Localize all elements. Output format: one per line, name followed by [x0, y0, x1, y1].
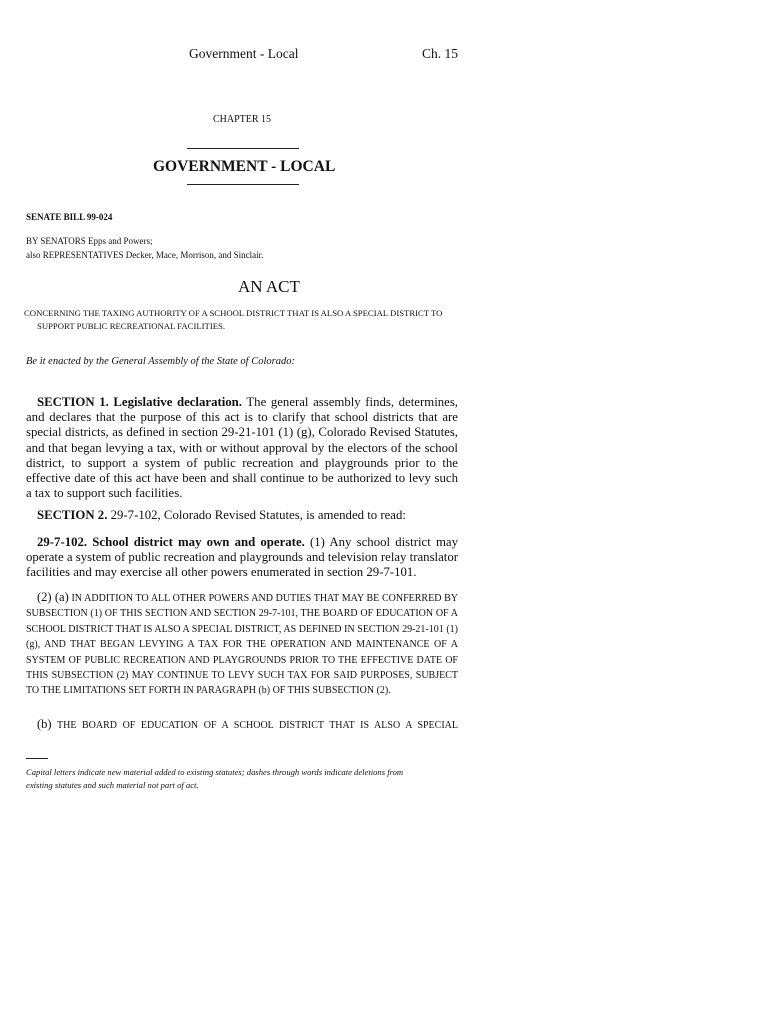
subsection-2a-paragraph [26, 590, 458, 699]
sponsors-senators: BY SENATORS Epps and Powers; [26, 236, 153, 246]
subsection-2a-text: IN ADDITION TO ALL OTHER POWERS AND DUTIES THAT MAY BE CONFERRED BY SUBSECTION (1) OF THIS SECTION AND SECTION 29-7-101, THE BOARD OF EDUCATION OF A SCHOOL DISTRICT THAT IS ALSO A SPECIAL DISTRICT, AS DEFINED IN SECTION 29-21-101 (1) (g), AND THAT BEGAN LEVYING A TAX FOR THE OPERATION AND MAINTENANCE OF A SYSTEM OF PUBLIC RECREATION AND PLAYGROUNDS PRIOR TO THE EFFECTIVE DATE OF THIS SUBSECTION (2) MAY CONTINUE TO LEVY SUCH TAX FOR SAID PURPOSES, SUBJECT TO THE LIMITATIONS SET FORTH IN PARAGRAPH (b) OF THIS SUBSECTION (2). [26, 593, 459, 697]
chapter-rule-bottom [187, 184, 299, 185]
chapter-title: GOVERNMENT - LOCAL [153, 158, 336, 175]
enacting-clause: Be it enacted by the General Assembly of the State of Colorado: [26, 356, 295, 367]
chapter-label: CHAPTER 15 [213, 114, 272, 125]
footnote-line-1: Capital letters indicate new material added to existing statutes; dashes through words indicate deletions from [26, 767, 404, 777]
footnote-rule [26, 758, 48, 759]
act-heading: AN ACT [238, 277, 300, 296]
subsection-2a-prefix: (2) (a) [37, 590, 69, 604]
subsection-2b-prefix: (b) [37, 717, 52, 731]
bill-number: SENATE BILL 99-024 [26, 212, 113, 222]
running-header-right: Ch. 15 [422, 46, 459, 61]
statute-heading: 29-7-102. School district may own and operate. [37, 535, 305, 549]
statute-text: (1) Any school district may operate a system of public recreation and playgrounds and television relay translator facilities and may exercise all other powers enumerated in section 29-7-101. [26, 535, 458, 580]
concerning-line-2: SUPPORT PUBLIC RECREATIONAL FACILITIES. [37, 321, 226, 331]
concerning-line-1: CONCERNING THE TAXING AUTHORITY OF A SCHOOL DISTRICT THAT IS ALSO A SPECIAL DISTRICT TO [24, 308, 443, 318]
section-1-text: The general assembly finds, determines, and declares that the purpose of this act is to clarify that school districts that are special districts, as defined in section 29-21-101 (1) (g), Colorado Revised Statutes, and that began levying a tax, with or without approval by the electors of the school district, to support a system of public recreation and playgrounds prior to the effective date of this act have been and shall continue to be authorized to levy such a tax to support such facilities. [26, 395, 459, 501]
sponsors-representatives: also REPRESENTATIVES Decker, Mace, Morrison, and Sinclair. [26, 250, 264, 260]
subsection-2b-text: THE BOARD OF EDUCATION OF A SCHOOL DISTRICT THAT IS ALSO A SPECIAL [56, 720, 458, 731]
section-2-paragraph [26, 508, 458, 523]
section-1-heading: SECTION 1. Legislative declaration. [37, 395, 242, 409]
running-header-left: Government - Local [189, 46, 299, 61]
section-2-heading: SECTION 2. [37, 508, 108, 522]
section-1-paragraph [26, 395, 458, 501]
chapter-rule-top [187, 148, 299, 149]
section-2-text: 29-7-102, Colorado Revised Statutes, is amended to read: [110, 508, 406, 522]
footnote-line-2: existing statutes and such material not part of act. [26, 780, 199, 790]
statute-paragraph [26, 535, 458, 581]
subsection-2b-paragraph [26, 717, 458, 733]
